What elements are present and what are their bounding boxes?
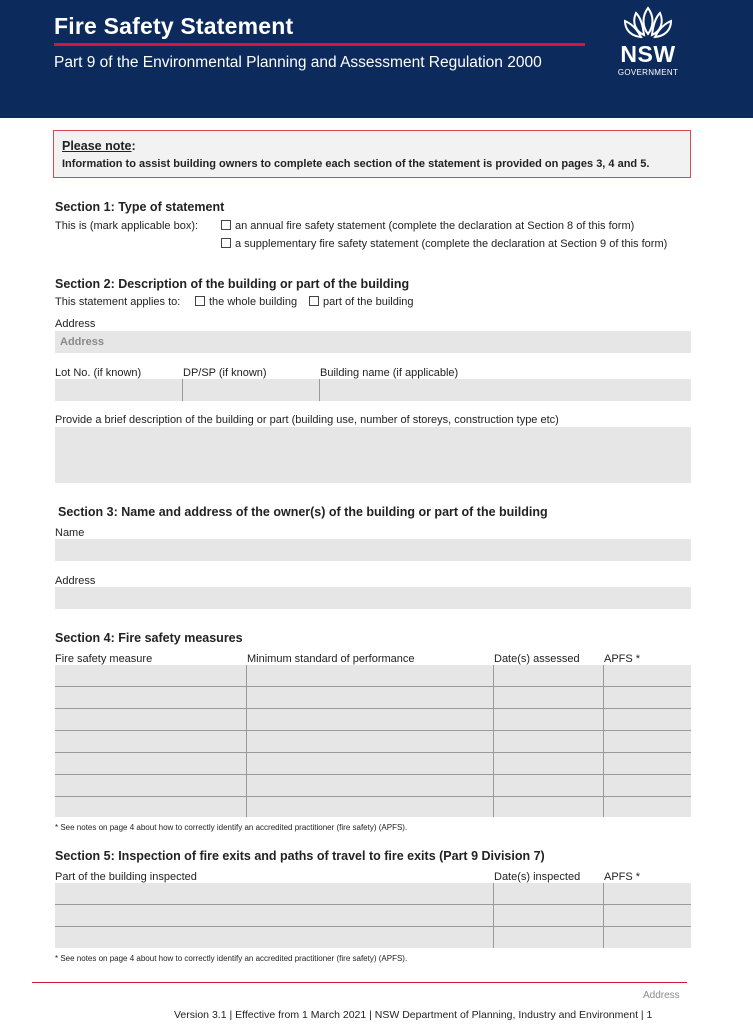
table-row-divider (55, 752, 691, 753)
section4-footnote: * See notes on page 4 about how to correctly identify an accredited practitioner (fire safety) (APFS). (55, 823, 408, 832)
table-column-divider (493, 883, 494, 948)
column-header-standard: Minimum standard of performance (247, 653, 415, 665)
column-header-part-inspected: Part of the building inspected (55, 871, 197, 883)
field-divider (182, 379, 183, 401)
address-placeholder: Address (60, 336, 105, 348)
document-subtitle: Part 9 of the Environmental Planning and Assessment Regulation 2000 (54, 54, 542, 71)
dpsp-field[interactable] (183, 379, 319, 401)
owner-name-field[interactable] (55, 539, 691, 561)
footer-version-text: Version 3.1 | Effective from 1 March 2021 | NSW Department of Planning, Industry and Environment | 1 (174, 1009, 653, 1021)
fire-exits-inspection-table[interactable] (55, 883, 691, 948)
dpsp-label: DP/SP (if known) (183, 367, 267, 379)
column-header-apfs: APFS * (604, 653, 641, 665)
table-column-divider (603, 883, 604, 948)
description-label: Provide a brief description of the building or part (building use, number of storeys, construction type etc) (55, 414, 559, 426)
supplementary-statement-option[interactable]: a supplementary fire safety statement (complete the declaration at Section 9 of this form) (221, 238, 667, 250)
address-label: Address (55, 318, 96, 330)
logo-subtext: GOVERNMENT (617, 68, 679, 77)
section1-prompt: This is (mark applicable box): (55, 220, 199, 232)
please-note-box (53, 130, 691, 178)
owner-address-field[interactable] (55, 587, 691, 609)
building-name-label: Building name (if applicable) (320, 367, 459, 379)
building-description-field[interactable] (55, 427, 691, 483)
logo-wordmark: NSW (620, 41, 676, 67)
checkbox-annual[interactable] (221, 220, 231, 230)
table-row-divider (55, 708, 691, 709)
checkbox-supplementary[interactable] (221, 238, 231, 248)
field-divider (319, 379, 320, 401)
section5-heading: Section 5: Inspection of fire exits and paths of travel to fire exits (Part 9 Division 7) (55, 849, 545, 863)
note-text: Information to assist building owners to complete each section of the statement is provided on pages 3, 4 and 5. (62, 158, 650, 170)
table-row-divider (55, 730, 691, 731)
column-header-apfs: APFS * (604, 871, 641, 883)
applies-to-label: This statement applies to: (55, 296, 181, 308)
footer-address-placeholder: Address (643, 990, 680, 1001)
column-header-measure: Fire safety measure (55, 653, 153, 665)
table-row-divider (55, 926, 691, 927)
fire-safety-measures-table[interactable] (55, 665, 691, 817)
section3-heading: Section 3: Name and address of the owner(s) of the building or part of the building (58, 505, 548, 519)
title-underline (54, 43, 585, 46)
lot-number-label: Lot No. (if known) (55, 367, 142, 379)
table-column-divider (246, 665, 247, 817)
section4-heading: Section 4: Fire safety measures (55, 631, 243, 645)
section2-heading: Section 2: Description of the building or part of the building (55, 277, 410, 291)
table-row-divider (55, 904, 691, 905)
column-header-date-inspected: Date(s) inspected (494, 871, 581, 883)
note-heading: Please note: (62, 139, 136, 153)
table-column-divider (603, 665, 604, 817)
annual-statement-option[interactable]: an annual fire safety statement (complete the declaration at Section 8 of this form) (221, 220, 634, 232)
table-row-divider (55, 796, 691, 797)
table-row-divider (55, 774, 691, 775)
checkbox-whole-building[interactable] (195, 296, 205, 306)
owner-name-label: Name (55, 527, 85, 539)
building-address-field[interactable] (55, 331, 691, 353)
owner-address-label: Address (55, 575, 96, 587)
document-title: Fire Safety Statement (54, 13, 294, 39)
building-name-field[interactable] (320, 379, 691, 401)
lot-number-field[interactable] (55, 379, 182, 401)
checkbox-part-building[interactable] (309, 296, 319, 306)
part-building-option[interactable]: part of the building (309, 296, 414, 308)
table-column-divider (493, 665, 494, 817)
page-header (0, 0, 753, 118)
section1-heading: Section 1: Type of statement (55, 200, 225, 214)
footer-divider (32, 982, 687, 983)
whole-building-option[interactable]: the whole building (195, 296, 297, 308)
section5-footnote: * See notes on page 4 about how to correctly identify an accredited practitioner (fire safety) (APFS). (55, 954, 408, 963)
column-header-date-assessed: Date(s) assessed (494, 653, 580, 665)
table-row-divider (55, 686, 691, 687)
